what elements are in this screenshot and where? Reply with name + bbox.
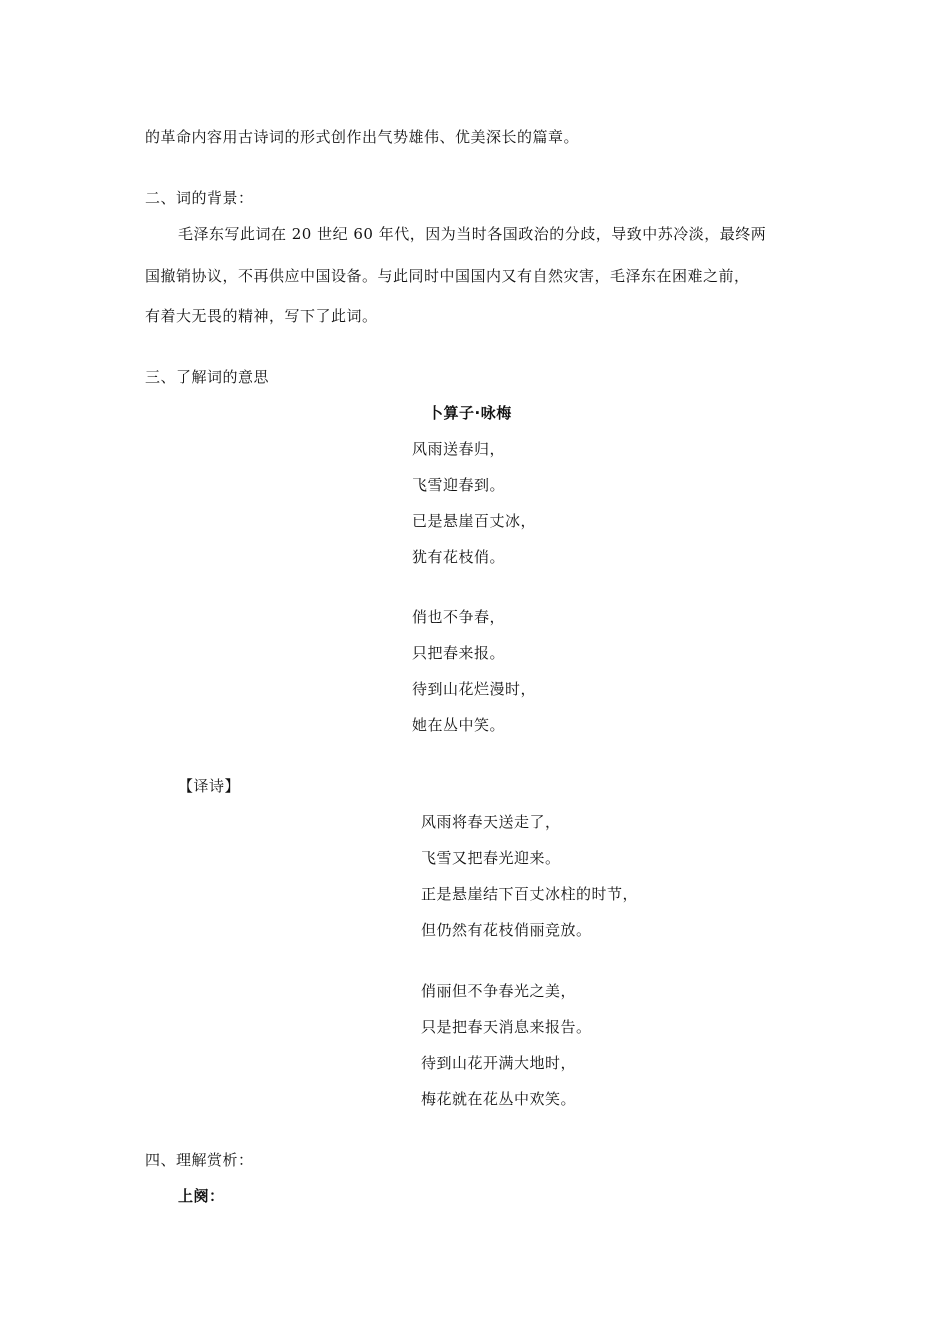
poem-line: 俏也不争春， [412,608,506,626]
translation-line: 待到山花开满大地时， [421,1054,577,1072]
translation-line: 梅花就在花丛中欢笑。 [421,1090,577,1108]
translation-line: 飞雪又把春光迎来。 [421,849,561,867]
poem-line: 飞雪迎春到。 [412,476,506,494]
poem-title: 卜算子·咏梅 [428,404,512,422]
poem-line: 待到山花烂漫时， [412,680,537,698]
translation-line: 但仍然有花枝俏丽竞放。 [421,921,592,939]
background-paragraph-line: 有着大无畏的精神，写下了此词。 [145,307,378,325]
section-heading-background: 二、词的背景： [145,189,254,207]
translation-label: 【译诗】 [178,777,241,795]
translation-line: 正是悬崖结下百丈冰柱的时节， [421,885,639,903]
poem-line: 犹有花枝俏。 [412,548,506,566]
background-paragraph-line: 毛泽东写此词在 20 世纪 60 年代，因为当时各国政治的分歧，导致中苏冷淡，最终两 [178,225,767,243]
section-heading-meaning: 三、了解词的意思 [145,368,270,386]
background-paragraph-line: 国撤销协议，不再供应中国设备。与此同时中国国内又有自然灾害，毛泽东在困难之前， [145,267,750,285]
translation-line: 俏丽但不争春光之美， [421,982,577,1000]
translation-line: 风雨将春天送走了， [421,813,561,831]
subheading-upper-stanza: 上阕： [178,1187,225,1205]
translation-line: 只是把春天消息来报告。 [421,1018,592,1036]
poem-line: 她在丛中笑。 [412,716,506,734]
poem-line: 已是悬崖百丈冰， [412,512,537,530]
poem-line: 只把春来报。 [412,644,506,662]
section-heading-analysis: 四、理解赏析： [145,1151,254,1169]
poem-line: 风雨送春归， [412,440,506,458]
intro-text: 的革命内容用古诗词的形式创作出气势雄伟、优美深长的篇章。 [145,128,580,146]
